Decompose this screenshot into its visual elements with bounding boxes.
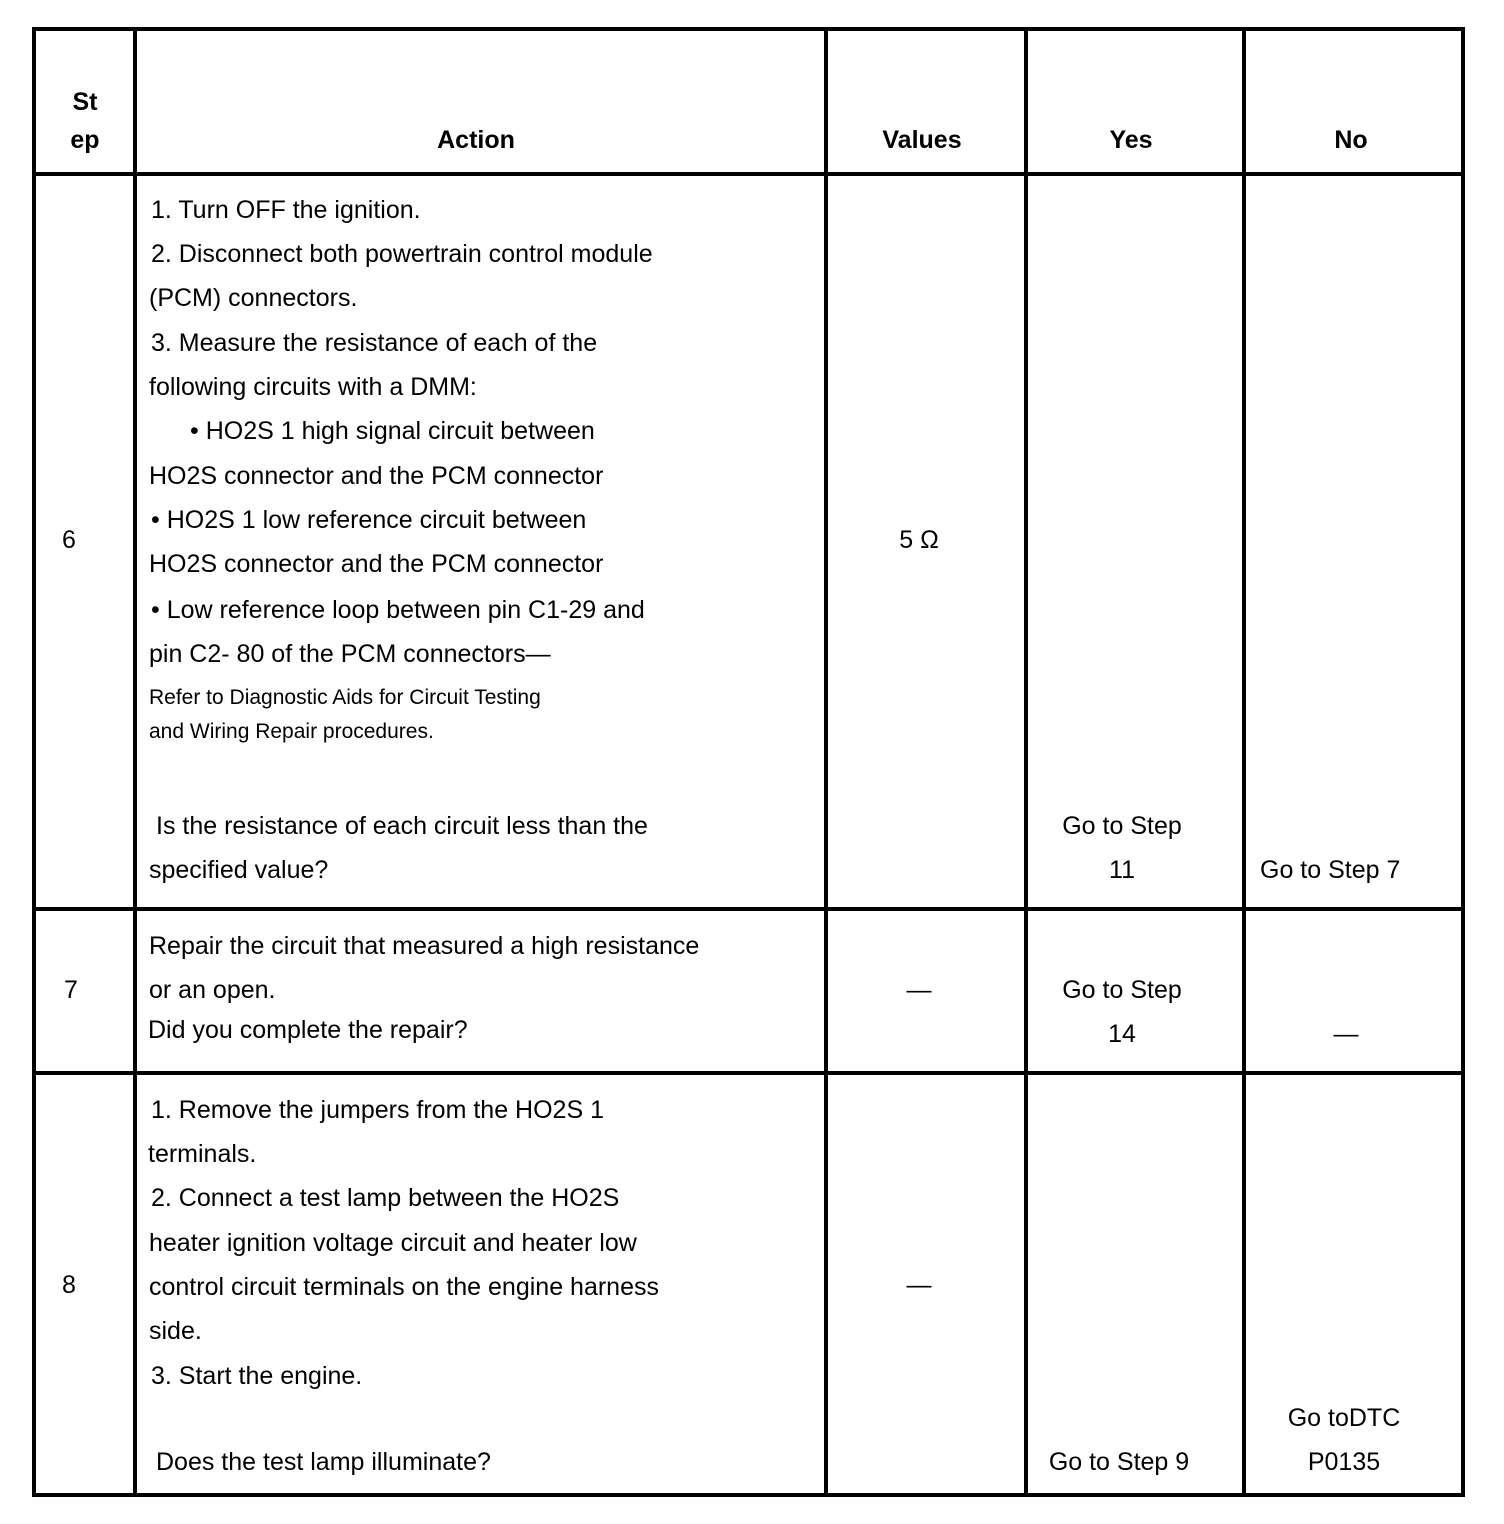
action-line: • HO2S 1 high signal circuit between <box>190 417 595 445</box>
header-step-line1: St <box>72 88 98 116</box>
row-divider-7-8 <box>36 1071 1461 1075</box>
action-line: following circuits with a DMM: <box>149 373 477 401</box>
action-question: specified value? <box>149 856 329 884</box>
yes-cell-line1: Go to Step <box>1062 812 1182 840</box>
col-divider-values <box>1024 31 1028 1493</box>
no-cell-line2: P0135 <box>1307 1448 1381 1476</box>
action-line: 3. Start the engine. <box>151 1362 363 1390</box>
action-line: terminals. <box>148 1140 257 1168</box>
value-cell: — <box>906 1271 932 1299</box>
action-line: 1. Remove the jumpers from the HO2S 1 <box>151 1096 604 1124</box>
no-cell-line1: Go toDTC <box>1287 1404 1401 1432</box>
action-line: 2. Disconnect both powertrain control module <box>151 240 653 268</box>
header-action: Action <box>437 126 515 154</box>
row-divider-6-7 <box>36 907 1461 911</box>
action-note: Refer to Diagnostic Aids for Circuit Testing <box>149 686 541 709</box>
yes-cell-line2: 11 <box>1109 856 1135 884</box>
yes-cell-line2: 14 <box>1108 1020 1136 1048</box>
action-line: or an open. <box>149 976 276 1004</box>
action-line: • Low reference loop between pin C1-29 and <box>151 596 645 624</box>
action-line: HO2S connector and the PCM connector <box>149 550 604 578</box>
action-line: side. <box>149 1317 202 1345</box>
action-line: 1. Turn OFF the ignition. <box>151 196 421 224</box>
col-divider-step <box>133 31 137 1493</box>
action-line: pin C2- 80 of the PCM connectors— <box>149 640 551 668</box>
yes-cell-line1: Go to Step <box>1062 976 1182 1004</box>
step-number: 8 <box>62 1271 76 1299</box>
action-line: 2. Connect a test lamp between the HO2S <box>151 1184 620 1212</box>
step-number: 6 <box>62 526 76 554</box>
action-line: HO2S connector and the PCM connector <box>149 462 604 490</box>
header-values: Values <box>882 126 962 154</box>
value-cell: — <box>906 976 932 1004</box>
action-question: Did you complete the repair? <box>148 1016 468 1044</box>
header-divider <box>36 172 1461 176</box>
header-no: No <box>1334 126 1368 154</box>
action-question: Is the resistance of each circuit less than the <box>156 812 648 840</box>
no-cell: — <box>1333 1020 1359 1048</box>
action-line: Repair the circuit that measured a high resistance <box>149 932 700 960</box>
action-line: (PCM) connectors. <box>149 284 358 312</box>
value-cell: 5 Ω <box>899 526 939 554</box>
header-step-line2: ep <box>70 126 100 154</box>
action-question: Does the test lamp illuminate? <box>156 1448 491 1476</box>
col-divider-yes <box>1242 31 1246 1493</box>
step-number: 7 <box>64 976 78 1004</box>
action-line: heater ignition voltage circuit and heater low <box>149 1229 637 1257</box>
action-note: and Wiring Repair procedures. <box>149 720 434 743</box>
action-line: • HO2S 1 low reference circuit between <box>151 506 587 534</box>
no-cell: Go to Step 7 <box>1260 856 1401 884</box>
yes-cell: Go to Step 9 <box>1048 1448 1190 1476</box>
header-yes: Yes <box>1109 126 1153 154</box>
action-line: control circuit terminals on the engine harness <box>149 1273 659 1301</box>
action-line: 3. Measure the resistance of each of the <box>151 329 598 357</box>
